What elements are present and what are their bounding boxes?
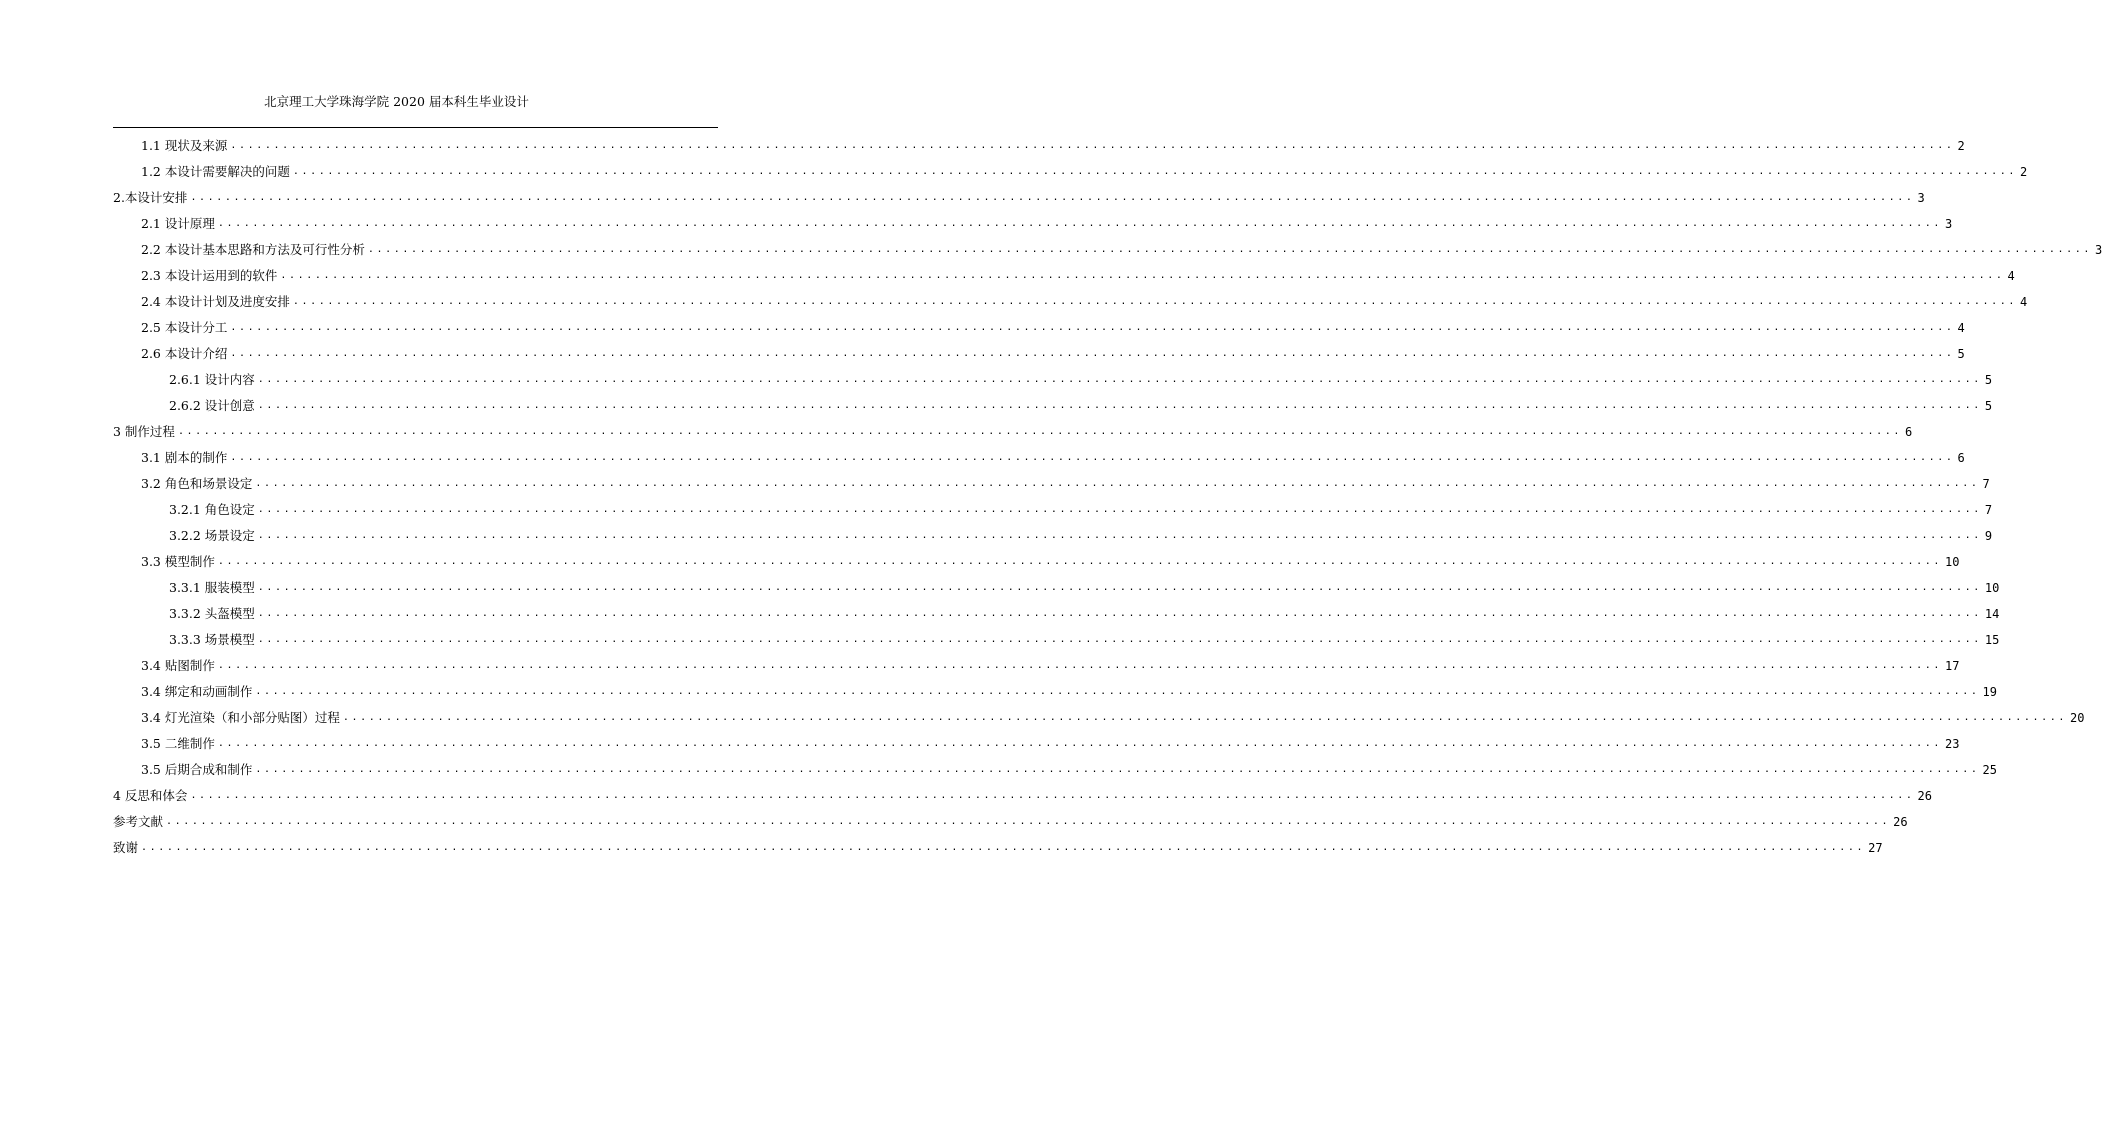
toc-entry-page-number: 2 bbox=[1957, 139, 1965, 153]
toc-entry[interactable] bbox=[113, 260, 2015, 286]
toc-entry[interactable] bbox=[113, 156, 2028, 182]
toc-dot-leader: ........................................................................................................................................................................................................ bbox=[257, 374, 1982, 385]
toc-entry[interactable] bbox=[113, 728, 1960, 754]
toc-dot-leader: ........................................................................................................................................................................................................ bbox=[190, 192, 1915, 203]
page-header: 北京理工大学珠海学院 2020 届本科生毕业设计 bbox=[264, 94, 529, 109]
toc-entry-title: 3.2 角色和场景设定 bbox=[141, 476, 253, 491]
toc-entry-title: 3.3 模型制作 bbox=[141, 554, 215, 569]
toc-dot-leader: ........................................................................................................................................................................................................ bbox=[255, 686, 1980, 697]
toc-entry-page-number: 10 bbox=[1984, 581, 2000, 595]
toc-dot-leader: ........................................................................................................................................................................................................ bbox=[255, 478, 1980, 489]
toc-entry[interactable] bbox=[113, 442, 1965, 468]
toc-entry-title: 1.1 现状及来源 bbox=[141, 138, 228, 153]
toc-dot-leader: ........................................................................................................................................................................................................ bbox=[342, 712, 2067, 723]
toc-entry[interactable] bbox=[113, 130, 1965, 156]
toc-entry[interactable] bbox=[113, 572, 2000, 598]
toc-dot-leader: ........................................................................................................................................................................................................ bbox=[367, 244, 2092, 255]
toc-entry-page-number: 20 bbox=[2069, 711, 2085, 725]
toc-entry[interactable] bbox=[113, 676, 1997, 702]
toc-entry-title: 3.4 贴图制作 bbox=[141, 658, 215, 673]
toc-entry[interactable] bbox=[113, 520, 1993, 546]
toc-entry-title: 2.2 本设计基本思路和方法及可行性分析 bbox=[141, 242, 365, 257]
toc-entry[interactable] bbox=[113, 468, 1990, 494]
toc-dot-leader: ........................................................................................................................................................................................................ bbox=[217, 738, 1942, 749]
toc-dot-leader: ........................................................................................................................................................................................................ bbox=[230, 452, 1955, 463]
toc-entry-page-number: 4 bbox=[2007, 269, 2015, 283]
toc-entry-page-number: 23 bbox=[1944, 737, 1960, 751]
toc-dot-leader: ........................................................................................................................................................................................................ bbox=[280, 270, 2005, 281]
toc-entry-title: 参考文献 bbox=[113, 814, 164, 829]
toc-entry-page-number: 9 bbox=[1984, 529, 1993, 543]
toc-entry-title: 3.2.2 场景设定 bbox=[169, 528, 255, 543]
toc-entry[interactable] bbox=[113, 546, 1960, 572]
toc-entry-page-number: 25 bbox=[1982, 763, 1997, 777]
toc-entry-page-number: 27 bbox=[1868, 841, 1883, 855]
toc-entry-page-number: 17 bbox=[1944, 659, 1960, 673]
toc-entry-page-number: 5 bbox=[1957, 347, 1965, 361]
toc-entry[interactable] bbox=[113, 754, 1997, 780]
toc-entry-title: 2.本设计安排 bbox=[113, 190, 188, 205]
toc-entry-page-number: 26 bbox=[1917, 789, 1932, 803]
toc-entry-page-number: 5 bbox=[1984, 373, 1993, 387]
toc-entry-title: 3.1 剧本的制作 bbox=[141, 450, 228, 465]
toc-entry-title: 2.6.2 设计创意 bbox=[169, 398, 255, 413]
toc-entry[interactable] bbox=[113, 286, 2028, 312]
toc-entry[interactable] bbox=[113, 234, 2102, 260]
toc-entry-page-number: 26 bbox=[1893, 815, 1908, 829]
toc-entry[interactable] bbox=[113, 832, 1883, 858]
toc-dot-leader: ........................................................................................................................................................................................................ bbox=[166, 816, 1891, 827]
toc-entry-page-number: 3 bbox=[1917, 191, 1925, 205]
toc-dot-leader: ........................................................................................................................................................................................................ bbox=[190, 790, 1915, 801]
toc-dot-leader: ........................................................................................................................................................................................................ bbox=[230, 322, 1955, 333]
toc-entry-page-number: 3 bbox=[1944, 217, 1953, 231]
toc-entry-title: 3.3.2 头盔模型 bbox=[169, 606, 255, 621]
toc-entry-title: 2.4 本设计计划及进度安排 bbox=[141, 294, 290, 309]
toc-entry[interactable] bbox=[113, 702, 2085, 728]
toc-entry-title: 3.5 二维制作 bbox=[141, 736, 215, 751]
toc-entry-title: 3.3.1 服装模型 bbox=[169, 580, 255, 595]
toc-entry-title: 4 反思和体会 bbox=[113, 788, 188, 803]
toc-entry[interactable] bbox=[113, 182, 1925, 208]
toc-dot-leader: ........................................................................................................................................................................................................ bbox=[292, 166, 2017, 177]
toc-dot-leader: ........................................................................................................................................................................................................ bbox=[255, 764, 1980, 775]
toc-dot-leader: ........................................................................................................................................................................................................ bbox=[257, 400, 1982, 411]
table-of-contents bbox=[113, 130, 2102, 858]
toc-dot-leader: ........................................................................................................................................................................................................ bbox=[217, 660, 1942, 671]
toc-dot-leader: ........................................................................................................................................................................................................ bbox=[257, 582, 1982, 593]
toc-entry-title: 2.5 本设计分工 bbox=[141, 320, 228, 335]
toc-dot-leader: ........................................................................................................................................................................................................ bbox=[230, 348, 1955, 359]
toc-entry-page-number: 4 bbox=[1957, 321, 1965, 335]
toc-dot-leader: ........................................................................................................................................................................................................ bbox=[230, 140, 1955, 151]
toc-dot-leader: ........................................................................................................................................................................................................ bbox=[141, 842, 1866, 853]
toc-entry[interactable] bbox=[113, 780, 1932, 806]
toc-entry-title: 3.5 后期合成和制作 bbox=[141, 762, 253, 777]
toc-entry-page-number: 7 bbox=[1982, 477, 1990, 491]
toc-entry[interactable] bbox=[113, 208, 1953, 234]
toc-dot-leader: ........................................................................................................................................................................................................ bbox=[257, 634, 1982, 645]
toc-entry-title: 2.6 本设计介绍 bbox=[141, 346, 228, 361]
toc-dot-leader: ........................................................................................................................................................................................................ bbox=[257, 530, 1982, 541]
toc-entry-page-number: 15 bbox=[1984, 633, 2000, 647]
toc-entry[interactable] bbox=[113, 416, 1913, 442]
toc-entry-page-number: 6 bbox=[1957, 451, 1965, 465]
toc-dot-leader: ........................................................................................................................................................................................................ bbox=[257, 504, 1982, 515]
toc-entry[interactable] bbox=[113, 364, 1993, 390]
toc-entry[interactable] bbox=[113, 338, 1965, 364]
toc-entry-title: 1.2 本设计需要解决的问题 bbox=[141, 164, 290, 179]
toc-entry-page-number: 3 bbox=[2094, 243, 2102, 257]
toc-entry-page-number: 14 bbox=[1984, 607, 2000, 621]
toc-entry-page-number: 19 bbox=[1982, 685, 1997, 699]
toc-dot-leader: ........................................................................................................................................................................................................ bbox=[217, 218, 1942, 229]
toc-dot-leader: ........................................................................................................................................................................................................ bbox=[257, 608, 1982, 619]
toc-entry-page-number: 6 bbox=[1905, 425, 1913, 439]
toc-entry-title: 2.6.1 设计内容 bbox=[169, 372, 255, 387]
toc-entry[interactable] bbox=[113, 598, 2000, 624]
toc-entry-title: 2.3 本设计运用到的软件 bbox=[141, 268, 278, 283]
toc-entry-page-number: 10 bbox=[1944, 555, 1960, 569]
toc-entry[interactable] bbox=[113, 494, 1993, 520]
toc-entry[interactable] bbox=[113, 312, 1965, 338]
toc-entry-title: 3.4 灯光渲染（和小部分贴图）过程 bbox=[141, 710, 340, 725]
header-divider bbox=[113, 127, 718, 128]
toc-entry-page-number: 2 bbox=[2019, 165, 2028, 179]
toc-entry[interactable] bbox=[113, 624, 2000, 650]
toc-entry-title: 2.1 设计原理 bbox=[141, 216, 215, 231]
toc-entry[interactable] bbox=[113, 390, 1993, 416]
toc-dot-leader: ........................................................................................................................................................................................................ bbox=[217, 556, 1942, 567]
toc-entry-page-number: 5 bbox=[1984, 399, 1993, 413]
toc-entry[interactable] bbox=[113, 650, 1960, 676]
toc-entry-page-number: 4 bbox=[2019, 295, 2028, 309]
toc-entry[interactable] bbox=[113, 806, 1908, 832]
toc-dot-leader: ........................................................................................................................................................................................................ bbox=[177, 426, 1903, 437]
toc-entry-title: 致谢 bbox=[113, 840, 139, 855]
toc-entry-title: 3.2.1 角色设定 bbox=[169, 502, 255, 517]
toc-dot-leader: ........................................................................................................................................................................................................ bbox=[292, 296, 2017, 307]
toc-entry-title: 3 制作过程 bbox=[113, 424, 175, 439]
toc-entry-page-number: 7 bbox=[1984, 503, 1993, 517]
toc-entry-title: 3.4 绑定和动画制作 bbox=[141, 684, 253, 699]
toc-entry-title: 3.3.3 场景模型 bbox=[169, 632, 255, 647]
